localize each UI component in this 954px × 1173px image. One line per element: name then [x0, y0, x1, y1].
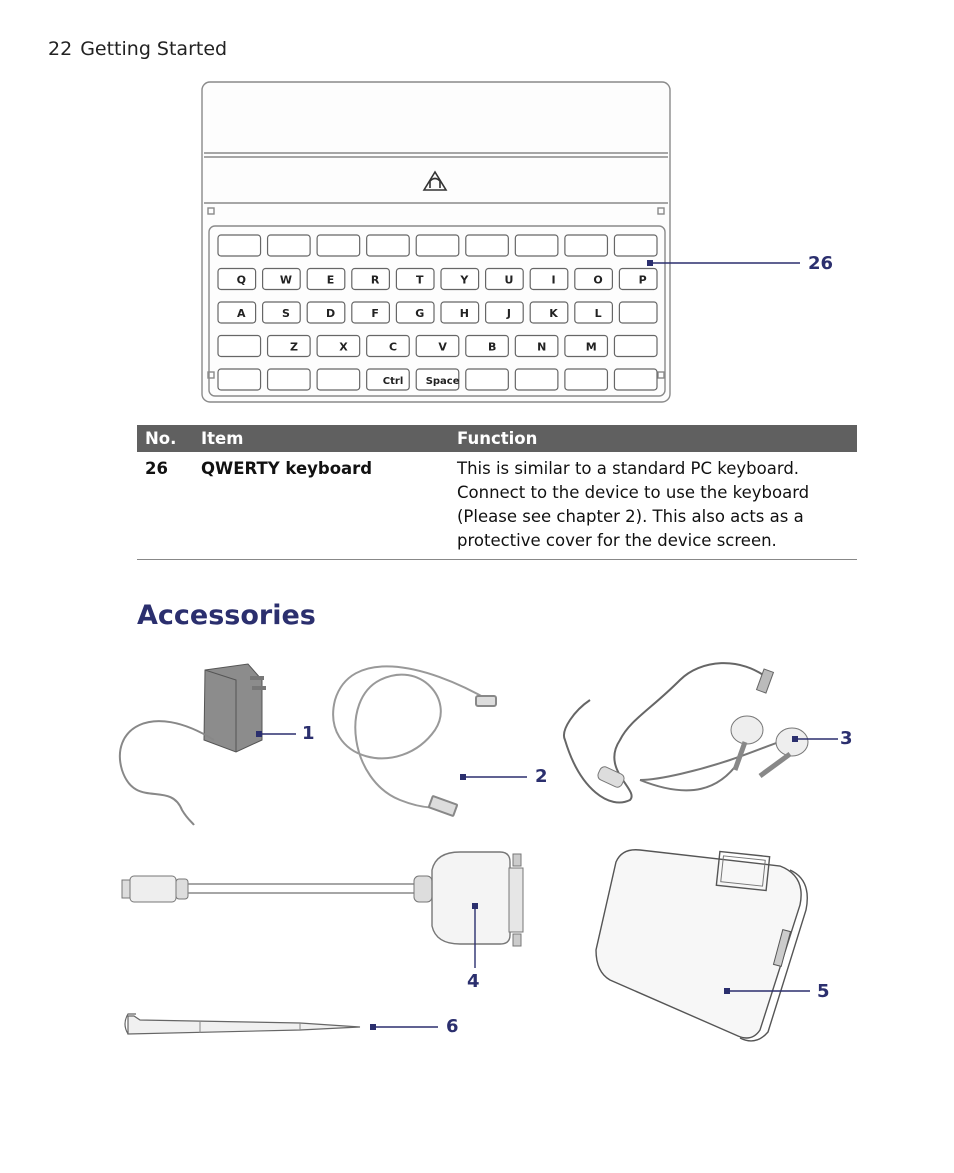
keyboard-key — [218, 235, 261, 256]
keyboard-key-label: P — [638, 273, 647, 287]
row-no: 26 — [137, 452, 193, 560]
keyboard-key — [565, 235, 608, 256]
ac-adapter-illustration — [120, 664, 296, 825]
keyboard-key — [218, 369, 261, 390]
keyboard-key — [575, 302, 613, 323]
usb-cable-illustration — [333, 666, 496, 816]
vga-adapter-illustration — [122, 852, 523, 968]
keyboard-key — [515, 369, 558, 390]
keyboard-key — [530, 269, 568, 290]
keyboard-key-label: O — [593, 273, 603, 287]
keyboard-key-label: F — [371, 307, 379, 320]
keyboard-key — [614, 235, 657, 256]
keyboard-key-label: A — [237, 307, 246, 320]
keyboard-key-label: U — [504, 273, 514, 287]
keyboard-key-label: T — [415, 273, 424, 287]
header-function: Function — [449, 425, 857, 452]
table-row — [137, 452, 857, 560]
keyboard-key-label: Ctrl — [382, 376, 404, 387]
pouch-illustration — [596, 850, 810, 1041]
callout-26: 26 — [808, 253, 834, 274]
keyboard-key-label: W — [279, 273, 292, 287]
table-header-row — [137, 425, 857, 452]
keyboard-key-label: C — [389, 340, 398, 354]
keyboard-key — [317, 235, 360, 256]
keyboard-key — [317, 369, 360, 390]
keyboard-key-label: Space — [425, 376, 460, 387]
callout-2: 2 — [535, 766, 548, 787]
section-name: Getting Started — [80, 38, 228, 60]
keyboard-key-label: N — [537, 340, 547, 354]
keyboard-key-label: E — [326, 273, 335, 287]
keyboard-key — [218, 336, 261, 357]
stereo-headset-illustration — [564, 663, 838, 802]
keyboard-key — [565, 369, 608, 390]
keyboard-key-label: I — [551, 273, 556, 287]
keyboard-key — [268, 235, 311, 256]
keyboard-key — [268, 369, 311, 390]
keyboard-key-label: Z — [289, 340, 298, 354]
keyboard-key-label: H — [459, 307, 469, 320]
page-number: 22 — [48, 38, 73, 60]
keyboard-key — [268, 336, 311, 357]
keyboard-key-label: Y — [460, 273, 469, 287]
keyboard-key — [486, 302, 524, 323]
keyboard-key — [466, 369, 509, 390]
header-item: Item — [193, 425, 449, 452]
keyboard-key-label: B — [487, 340, 497, 354]
keyboard-key — [614, 336, 657, 357]
keyboard-key — [466, 235, 509, 256]
keyboard-key-label: J — [506, 307, 511, 320]
keyboard-key-label: R — [370, 273, 380, 287]
keyboard-spec-table — [137, 425, 857, 560]
row-item: QWERTY keyboard — [193, 452, 449, 560]
keyboard-key-label: S — [281, 307, 290, 320]
keyboard-key-label: Q — [236, 273, 246, 287]
keyboard-key-label: X — [339, 340, 348, 354]
stylus-illustration — [125, 1014, 438, 1034]
callout-1: 1 — [302, 723, 315, 744]
keyboard-key — [367, 235, 410, 256]
callout-5: 5 — [817, 981, 830, 1002]
keyboard-key-label: M — [585, 340, 597, 354]
keyboard-key — [416, 235, 459, 256]
callout-6: 6 — [446, 1016, 459, 1037]
keyboard-key-label: K — [549, 307, 558, 320]
keyboard-key — [367, 336, 410, 357]
callout-4: 4 — [467, 971, 480, 992]
callout-line-2 — [460, 774, 527, 780]
row-function: This is similar to a standard PC keyboard. Connect to the device to use the keyboard (Please see chapter 2). This also acts as a protective cover for the device screen. — [449, 452, 857, 560]
keyboard-key-label: G — [415, 307, 425, 320]
keyboard-key — [515, 235, 558, 256]
header-no: No. — [137, 425, 193, 452]
keyboard-key — [619, 302, 657, 323]
accessories-heading: Accessories — [137, 600, 316, 631]
callout-3: 3 — [840, 728, 853, 749]
keyboard-key-label: L — [594, 307, 602, 320]
keyboard-key-label: D — [325, 307, 336, 320]
keyboard-key — [614, 369, 657, 390]
keyboard-key-label: V — [438, 340, 447, 354]
